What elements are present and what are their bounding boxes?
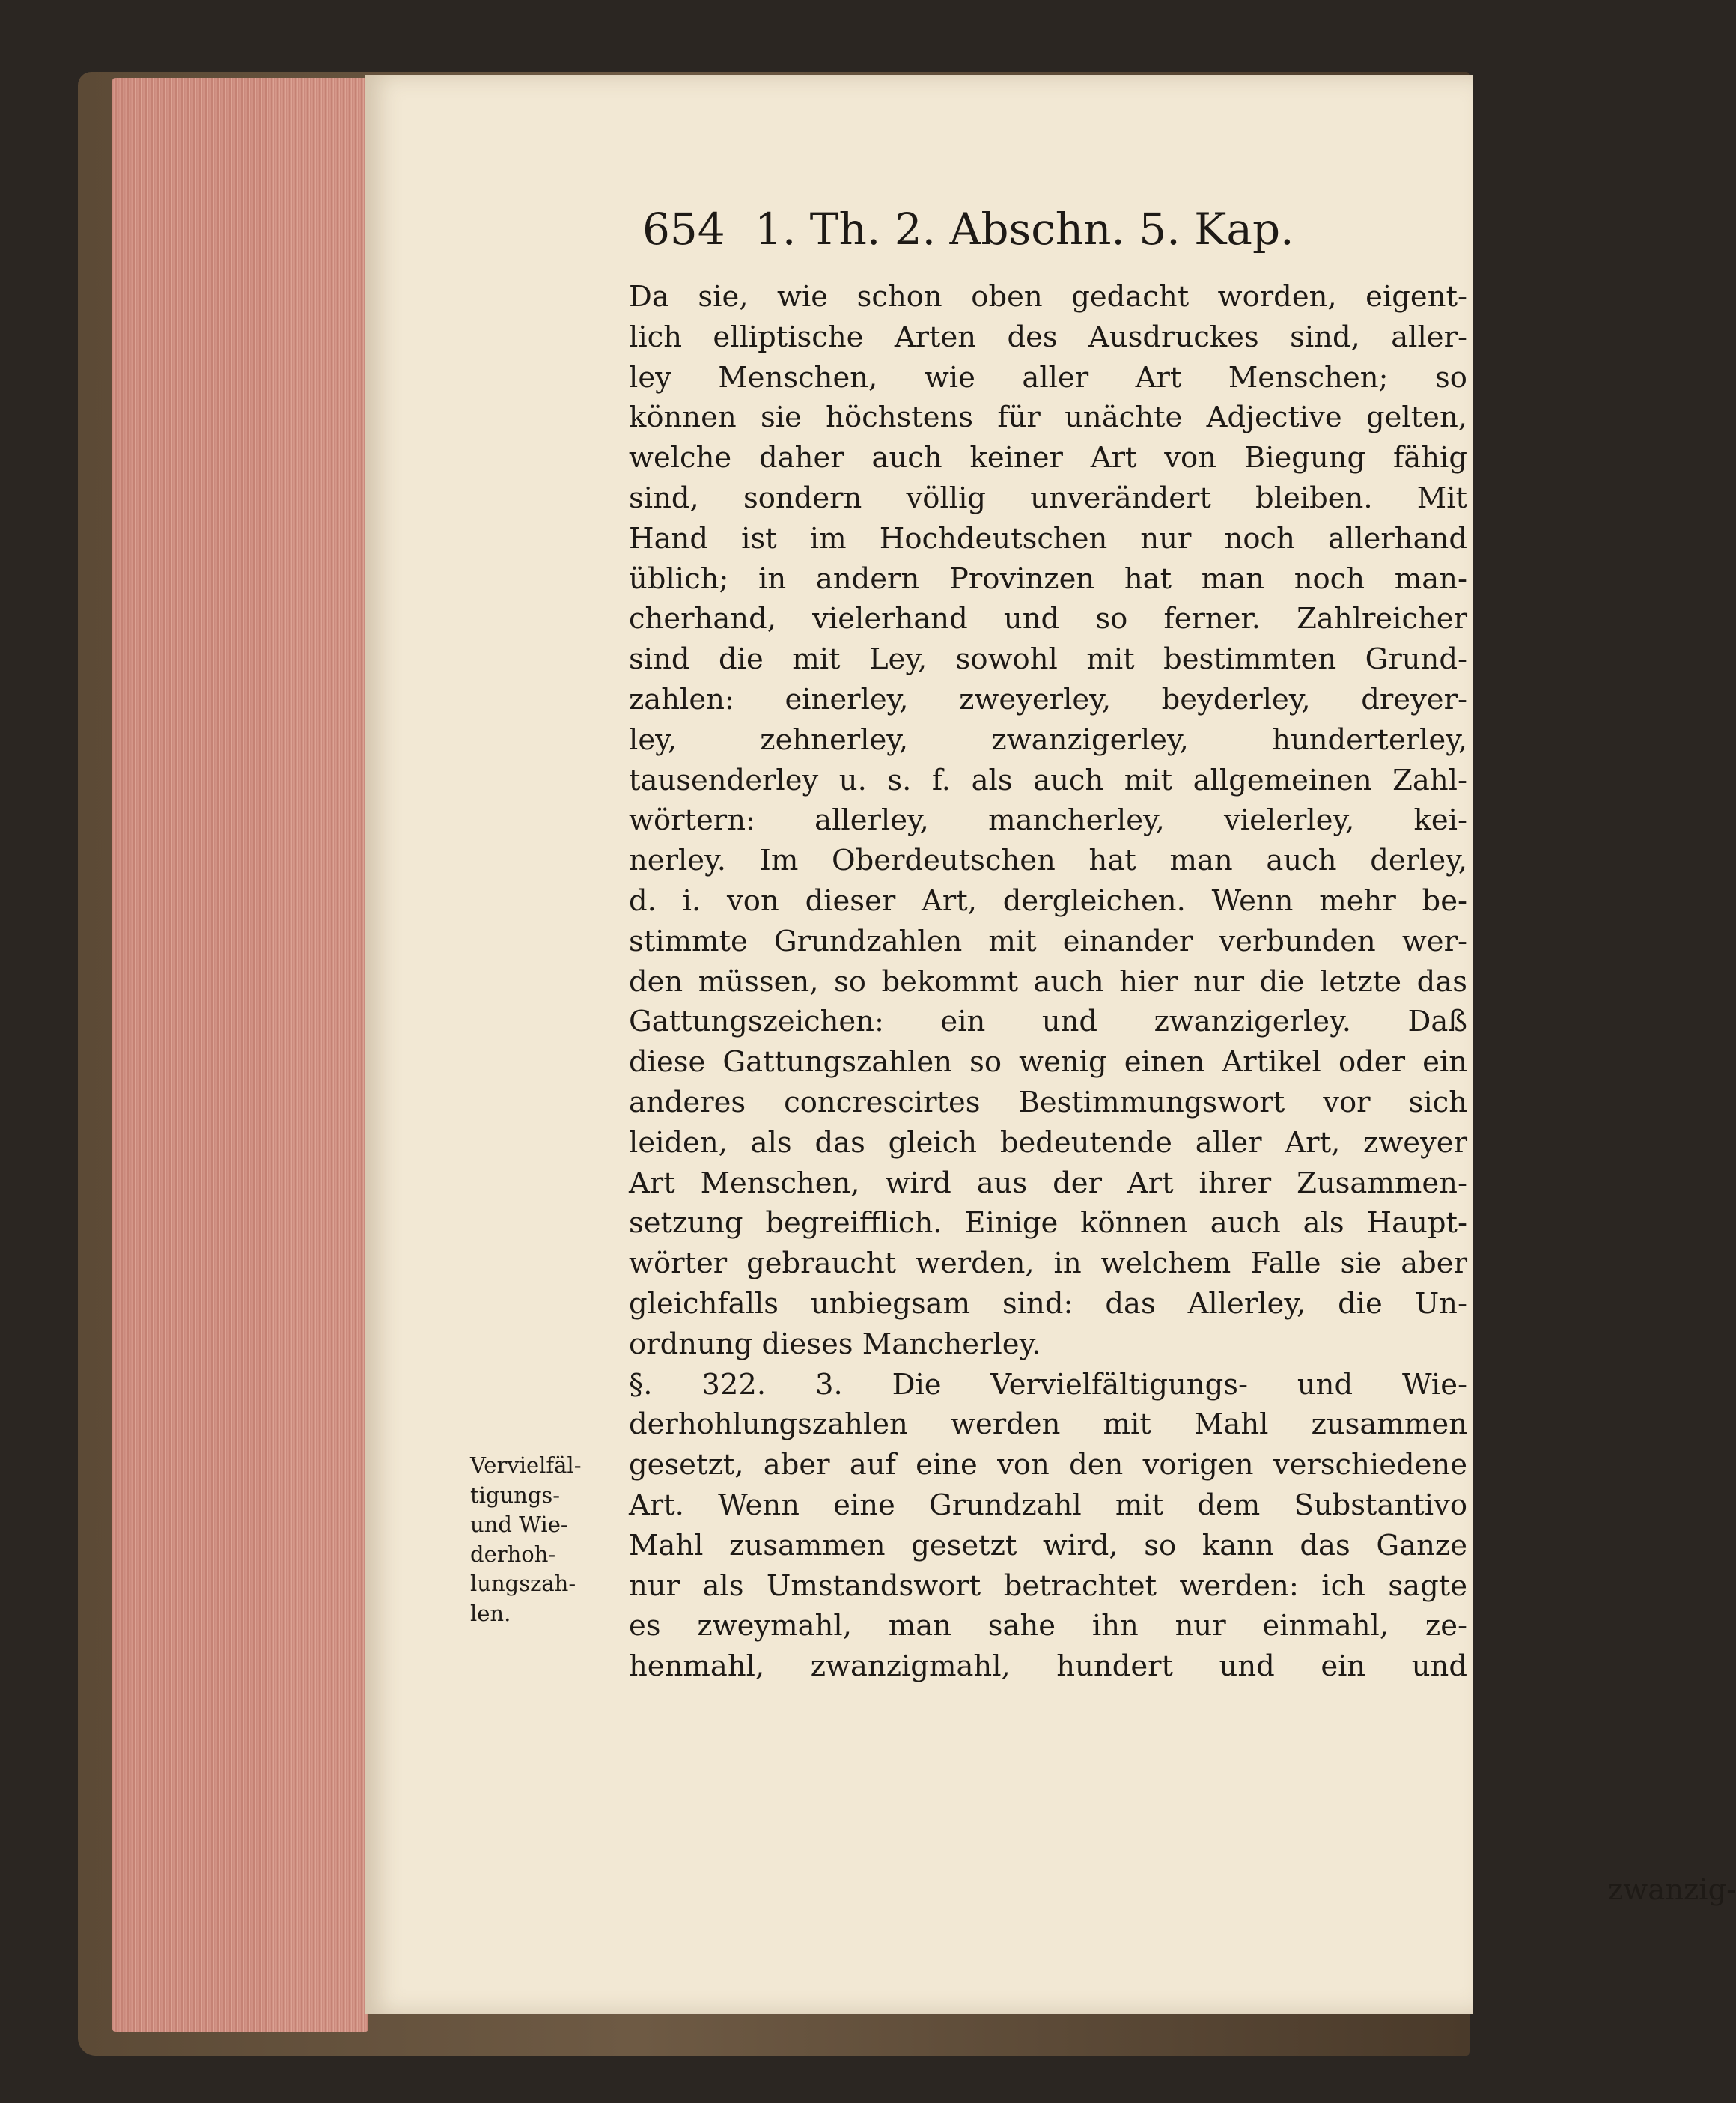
text-line: nerley. Im Oberdeutschen hat man auch derley,: [629, 844, 1467, 878]
text-line: Da sie, wie schon oben gedacht worden, eigent-: [629, 280, 1467, 314]
text-line: derhohlungszahlen werden mit Mahl zusammen: [629, 1407, 1467, 1442]
text-line: stimmte Grundzahlen mit einander verbunden wer-: [629, 924, 1467, 958]
text-line: ordnung dieses Mancherley.: [629, 1327, 1041, 1361]
text-line: gesetzt, aber auf eine von den vorigen verschiedene: [629, 1448, 1467, 1482]
text-line: Hand ist im Hochdeutschen nur noch allerhand: [629, 521, 1467, 556]
page-number: 654: [642, 204, 725, 255]
text-line: ley Menschen, wie aller Art Menschen; so: [629, 360, 1467, 395]
text-line: henmahl, zwanzigmahl, hundert und ein und: [629, 1649, 1467, 1684]
text-line: können sie höchstens für unächte Adjective gelten,: [629, 401, 1467, 435]
margin-note-line: tigungs-: [470, 1482, 561, 1508]
text-line: Mahl zusammen gesetzt wird, so kann das Ganze: [629, 1528, 1467, 1562]
text-line: leiden, als das gleich bedeutende aller Art, zweyer: [629, 1125, 1467, 1160]
text-line: es zweymahl, man sahe ihn nur einmahl, ze-: [629, 1609, 1467, 1643]
text-line: tausenderley u. s. f. als auch mit allgemeinen Zahl-: [629, 763, 1467, 797]
margin-note-line: und Wie-: [470, 1512, 568, 1537]
margin-note-line: Vervielfäl-: [470, 1452, 582, 1478]
text-line: lich elliptische Arten des Ausdruckes sind, aller-: [629, 320, 1467, 354]
text-line: cherhand, vielerhand und so ferner. Zahlreicher: [629, 602, 1467, 636]
section-heading-line: §. 322. 3. Die Vervielfältigungs- und Wie-: [629, 1367, 1467, 1402]
text-line: den müssen, so bekommt auch hier nur die letzte das: [629, 964, 1467, 999]
text-line: Art. Wenn eine Grundzahl mit dem Substantivo: [629, 1488, 1467, 1522]
text-line: wörtern: allerley, mancherley, vielerley, kei-: [629, 803, 1467, 838]
text-line: Gattungszeichen: ein und zwanzigerley. Daß: [629, 1005, 1467, 1039]
margin-note-line: len.: [470, 1600, 511, 1626]
running-title: 1. Th. 2. Abschn. 5. Kap.: [755, 204, 1294, 255]
text-line: gleichfalls unbiegsam sind: das Allerley, die Un-: [629, 1286, 1467, 1321]
text-line: Art Menschen, wird aus der Art ihrer Zusammen-: [629, 1166, 1467, 1200]
text-line: üblich; in andern Provinzen hat man noch man-: [629, 561, 1467, 596]
text-line: sind die mit Ley, sowohl mit bestimmten Grund-: [629, 642, 1467, 677]
text-line: setzung begreifflich. Einige können auch als Haupt-: [629, 1206, 1467, 1241]
margin-note-line: lungszah-: [470, 1571, 576, 1596]
catchword: zwanzig-: [1608, 1873, 1736, 1907]
body-text: [629, 277, 1467, 1687]
text-line: wörter gebraucht werden, in welchem Falle sie aber: [629, 1247, 1467, 1281]
text-line: anderes concrescirtes Bestimmungswort vor sich: [629, 1085, 1467, 1119]
text-line: ley, zehnerley, zwanzigerley, hunderterley,: [629, 722, 1467, 757]
text-line: zahlen: einerley, zweyerley, beyderley, dreyer-: [629, 682, 1467, 716]
running-header: [642, 204, 1481, 271]
text-line: nur als Umstandswort betrachtet werden: ich sagte: [629, 1568, 1467, 1603]
margin-note-line: derhoh-: [470, 1541, 556, 1567]
margin-note: [470, 1451, 627, 1628]
text-line: sind, sondern völlig unverändert bleiben. Mit: [629, 481, 1467, 515]
book-page: [365, 75, 1736, 2014]
text-line: d. i. von dieser Art, dergleichen. Wenn mehr be-: [629, 883, 1467, 918]
text-line: welche daher auch keiner Art von Biegung fähig: [629, 441, 1467, 475]
text-line: diese Gattungszahlen so wenig einen Artikel oder ein: [629, 1045, 1467, 1080]
page-edges: [112, 78, 368, 2032]
